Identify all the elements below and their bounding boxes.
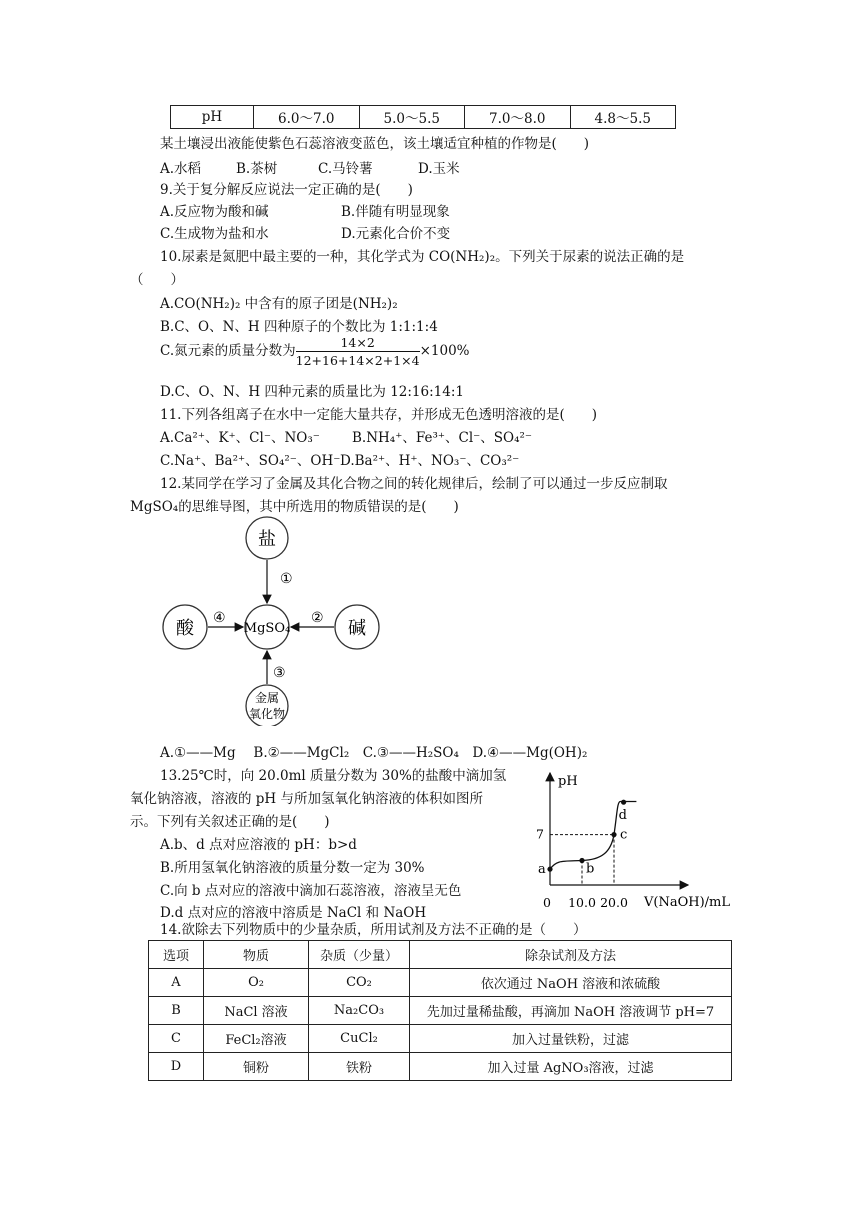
option-d: D.d 点对应的溶液中溶质是 NaCl 和 NaOH (160, 905, 427, 921)
table-cell: CuCl₂ (309, 1025, 410, 1053)
mass-fraction-formula (296, 335, 420, 368)
option-a: A.水稻 (160, 161, 202, 177)
table-row (149, 1025, 732, 1053)
arrow-1-label: ① (280, 571, 293, 587)
column-header: 杂质（少量） (309, 941, 410, 969)
question-10-stem: 10.尿素是氮肥中最主要的一种，其化学式为 CO(NH₂)₂。下列关于尿素的说法正确的是 (160, 249, 685, 265)
fraction-numerator: 14×2 (296, 335, 420, 352)
data-point-label-c: c (620, 827, 628, 843)
table-cell: Na₂CO₃ (309, 997, 410, 1025)
option-d: D.Ba²⁺、H⁺、NO₃⁻、CO₃²⁻ (340, 453, 520, 469)
table-cell: D (149, 1053, 204, 1081)
table-cell: 6.0～7.0 (254, 106, 360, 129)
column-header: 除杂试剂及方法 (410, 941, 732, 969)
option-c (160, 335, 470, 368)
option-d: D.C、O、N、H 四种元素的质量比为 12:16:14:1 (160, 384, 464, 400)
table-cell: B (149, 997, 204, 1025)
option-d: D.玉米 (418, 161, 460, 177)
option-b: B.茶树 (236, 161, 278, 177)
table-cell: 铁粉 (309, 1053, 410, 1081)
arrow-2-label: ② (311, 610, 324, 626)
table-cell: 4.8～5.5 (570, 106, 676, 129)
question-12-stem-cont: MgSO₄的思维导图，其中所选用的物质错误的是( ) (130, 499, 459, 515)
mgso4-mind-map (155, 516, 395, 726)
base-label: 碱 (348, 618, 366, 639)
table-cell: C (149, 1025, 204, 1053)
question-13-stem-2: 氧化钠溶液，溶液的 pH 与所加氢氧化钠溶液的体积如图所 (130, 791, 483, 807)
table-cell: pH (171, 106, 254, 129)
arrow-4-label: ④ (213, 610, 226, 626)
table-cell: FeCl₂溶液 (204, 1025, 309, 1053)
question-8-stem: 某土壤浸出液能使紫色石蕊溶液变蓝色，该土壤适宜种植的作物是( ) (160, 136, 590, 152)
x-tick-label: 0 (543, 895, 551, 910)
data-point-a (547, 867, 552, 872)
option-a: A.b、d 点对应溶液的 pH：b>d (160, 837, 357, 853)
option-a: A.Ca²⁺、K⁺、Cl⁻、NO₃⁻ (160, 430, 320, 446)
impurity-removal-table (148, 940, 732, 1081)
option-c: C.向 b 点对应的溶液中滴加石蕊溶液，溶液呈无色 (160, 883, 462, 899)
table-cell: CO₂ (309, 969, 410, 997)
metal-oxide-label-2: 氧化物 (248, 707, 286, 721)
table-cell: 铜粉 (204, 1053, 309, 1081)
option-b: B.所用氢氧化钠溶液的质量分数一定为 30% (160, 860, 425, 876)
data-point-b (579, 858, 584, 863)
question-11-stem: 11.下列各组离子在水中一定能大量共存，并形成无色透明溶液的是( ) (160, 407, 598, 423)
data-point-label-a: a (538, 862, 546, 878)
option-c-prefix: C.氮元素的质量分数为 (160, 343, 296, 359)
y-tick-label: 7 (536, 826, 544, 842)
ph-titration-chart (528, 767, 738, 912)
acid-label: 酸 (176, 618, 194, 639)
option-c-suffix: ×100% (419, 343, 470, 359)
table-cell: NaCl 溶液 (204, 997, 309, 1025)
x-axis-label: V(NaOH)/mL (644, 895, 730, 910)
table-row (149, 997, 732, 1025)
ph-table (170, 105, 676, 129)
table-cell: 依次通过 NaOH 溶液和浓硫酸 (410, 969, 732, 997)
option-c: C.生成物为盐和水 (160, 226, 269, 242)
table-cell: O₂ (204, 969, 309, 997)
table-cell: 7.0～8.0 (465, 106, 571, 129)
data-point-d (621, 800, 626, 805)
option-b: B.C、O、N、H 四种原子的个数比为 1:1:1:4 (160, 319, 438, 335)
column-header: 选项 (149, 941, 204, 969)
table-cell: 5.0～5.5 (359, 106, 465, 129)
fraction-denominator: 12+16+14×2+1×4 (295, 353, 420, 368)
metal-oxide-label-1: 金属 (254, 691, 280, 705)
option-c: C.马铃薯 (318, 161, 373, 177)
question-9-stem: 9.关于复分解反应说法一定正确的是( ) (160, 182, 413, 198)
mgso4-label: MgSO₄ (243, 621, 291, 636)
table-header-row (149, 941, 732, 969)
salt-label: 盐 (258, 529, 276, 550)
option-a: A.反应物为酸和碱 (160, 204, 269, 220)
table-row (171, 106, 676, 129)
option-d: D.元素化合价不变 (341, 226, 451, 242)
question-12-options: A.①——Mg B.②——MgCl₂ C.③——H₂SO₄ D.④——Mg(OH)₂ (160, 745, 588, 761)
x-tick-label: 20.0 (600, 895, 628, 910)
question-12-stem: 12.某同学在学习了金属及其化合物之间的转化规律后，绘制了可以通过一步反应制取 (160, 476, 668, 492)
data-point-label-b: b (586, 861, 595, 877)
option-c: C.Na⁺、Ba²⁺、SO₄²⁻、OH⁻ (160, 453, 341, 469)
table-cell: A (149, 969, 204, 997)
option-b: B.伴随有明显现象 (341, 204, 450, 220)
table-row (149, 969, 732, 997)
column-header: 物质 (204, 941, 309, 969)
question-14-stem: 14.欲除去下列物质中的少量杂质，所用试剂及方法不正确的是（ ） (160, 922, 587, 938)
table-cell: 加入过量 AgNO₃溶液，过滤 (410, 1053, 732, 1081)
x-tick-label: 10.0 (568, 895, 596, 910)
y-axis-label: pH (558, 774, 578, 789)
question-10-bracket: （ ） (130, 272, 184, 288)
data-point-c (611, 832, 616, 837)
data-point-label-d: d (618, 808, 627, 824)
option-a: A.CO(NH₂)₂ 中含有的原子团是(NH₂)₂ (160, 296, 398, 312)
table-cell: 加入过量铁粉，过滤 (410, 1025, 732, 1053)
question-13-stem-3: 示。下列有关叙述正确的是( ) (130, 814, 330, 830)
option-b: B.NH₄⁺、Fe³⁺、Cl⁻、SO₄²⁻ (352, 430, 533, 446)
table-row (149, 1053, 732, 1081)
question-13-stem-1: 13.25℃时，向 20.0ml 质量分数为 30%的盐酸中滴加氢 (160, 768, 507, 784)
table-cell: 先加过量稀盐酸，再滴加 NaOH 溶液调节 pH=7 (410, 997, 732, 1025)
arrow-3-label: ③ (273, 665, 286, 681)
